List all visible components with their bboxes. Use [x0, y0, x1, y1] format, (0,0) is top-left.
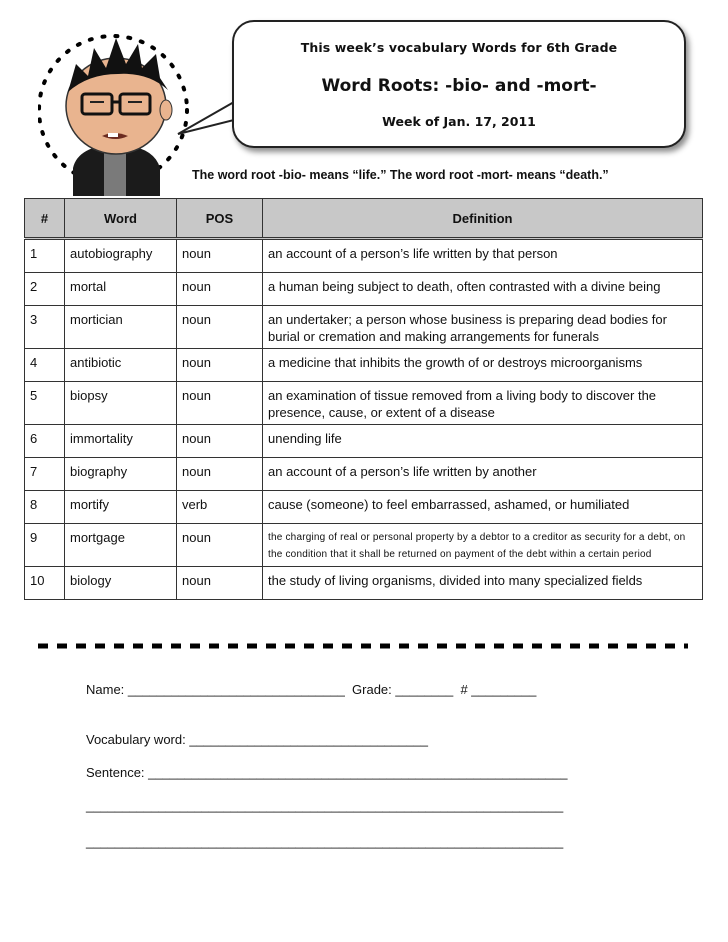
teacher-avatar-icon [38, 18, 198, 198]
row-definition: a human being subject to death, often contrasted with a divine being [263, 273, 703, 306]
row-num: 2 [25, 273, 65, 306]
row-definition: cause (someone) to feel embarrassed, ashamed, or humiliated [263, 491, 703, 524]
row-definition: an account of a person’s life written by that person [263, 239, 703, 273]
header-word: Word [65, 199, 177, 239]
table-row [25, 425, 703, 458]
row-word: mortgage [65, 524, 177, 567]
row-word: immortality [65, 425, 177, 458]
row-definition: unending life [263, 425, 703, 458]
row-word: biopsy [65, 382, 177, 425]
sentence-line: Sentence: __________________________________________________________ [86, 765, 568, 780]
name-grade-line: Name: ______________________________ Grade: ________ # _________ [86, 682, 537, 697]
row-definition: the charging of real or personal property by a debtor to a creditor as security for a debt, on the condition that it shall be returned on payment of the debt within a certain period [263, 524, 703, 567]
table-row [25, 349, 703, 382]
blank-line: __________________________________________________________________ [86, 798, 564, 813]
cut-line-divider [38, 641, 688, 651]
row-num: 3 [25, 306, 65, 349]
row-word: autobiography [65, 239, 177, 273]
row-pos: noun [177, 239, 263, 273]
table-row [25, 239, 703, 273]
row-pos: noun [177, 306, 263, 349]
table-row [25, 382, 703, 425]
row-definition: a medicine that inhibits the growth of or destroys microorganisms [263, 349, 703, 382]
header-definition: Definition [263, 199, 703, 239]
row-pos: noun [177, 458, 263, 491]
row-word: biography [65, 458, 177, 491]
table-row [25, 273, 703, 306]
header-title: Word Roots: -bio- and -mort- [321, 76, 597, 96]
row-num: 6 [25, 425, 65, 458]
row-definition: an account of a person’s life written by another [263, 458, 703, 491]
blank-line: __________________________________________________________________ [86, 834, 564, 849]
row-pos: verb [177, 491, 263, 524]
table-row [25, 524, 703, 567]
header-grade-line: This week’s vocabulary Words for 6th Grade [300, 40, 618, 55]
row-num: 5 [25, 382, 65, 425]
table-header-row [25, 199, 703, 239]
table-row [25, 458, 703, 491]
row-word: mortify [65, 491, 177, 524]
header-pos: POS [177, 199, 263, 239]
row-pos: noun [177, 382, 263, 425]
row-word: mortal [65, 273, 177, 306]
vocabulary-table [24, 198, 703, 600]
table-row [25, 306, 703, 349]
row-definition: an undertaker; a person whose business is preparing dead bodies for burial or cremation and making arrangements for funerals [263, 306, 703, 349]
speech-bubble [232, 20, 686, 148]
row-word: biology [65, 567, 177, 600]
header-num: # [25, 199, 65, 239]
row-num: 10 [25, 567, 65, 600]
header-week: Week of Jan. 17, 2011 [382, 114, 536, 129]
row-pos: noun [177, 567, 263, 600]
table-row [25, 491, 703, 524]
row-definition: the study of living organisms, divided into many specialized fields [263, 567, 703, 600]
row-pos: noun [177, 273, 263, 306]
row-pos: noun [177, 349, 263, 382]
row-num: 8 [25, 491, 65, 524]
row-word: antibiotic [65, 349, 177, 382]
row-num: 7 [25, 458, 65, 491]
table-row [25, 567, 703, 600]
intro-text: The word root -bio- means “life.” The word root -mort- means “death.” [192, 168, 609, 182]
row-num: 9 [25, 524, 65, 567]
row-pos: noun [177, 524, 263, 567]
row-pos: noun [177, 425, 263, 458]
row-word: mortician [65, 306, 177, 349]
row-num: 4 [25, 349, 65, 382]
row-num: 1 [25, 239, 65, 273]
row-definition: an examination of tissue removed from a living body to discover the presence, cause, or extent of a disease [263, 382, 703, 425]
vocabulary-word-line: Vocabulary word: _________________________________ [86, 732, 428, 747]
